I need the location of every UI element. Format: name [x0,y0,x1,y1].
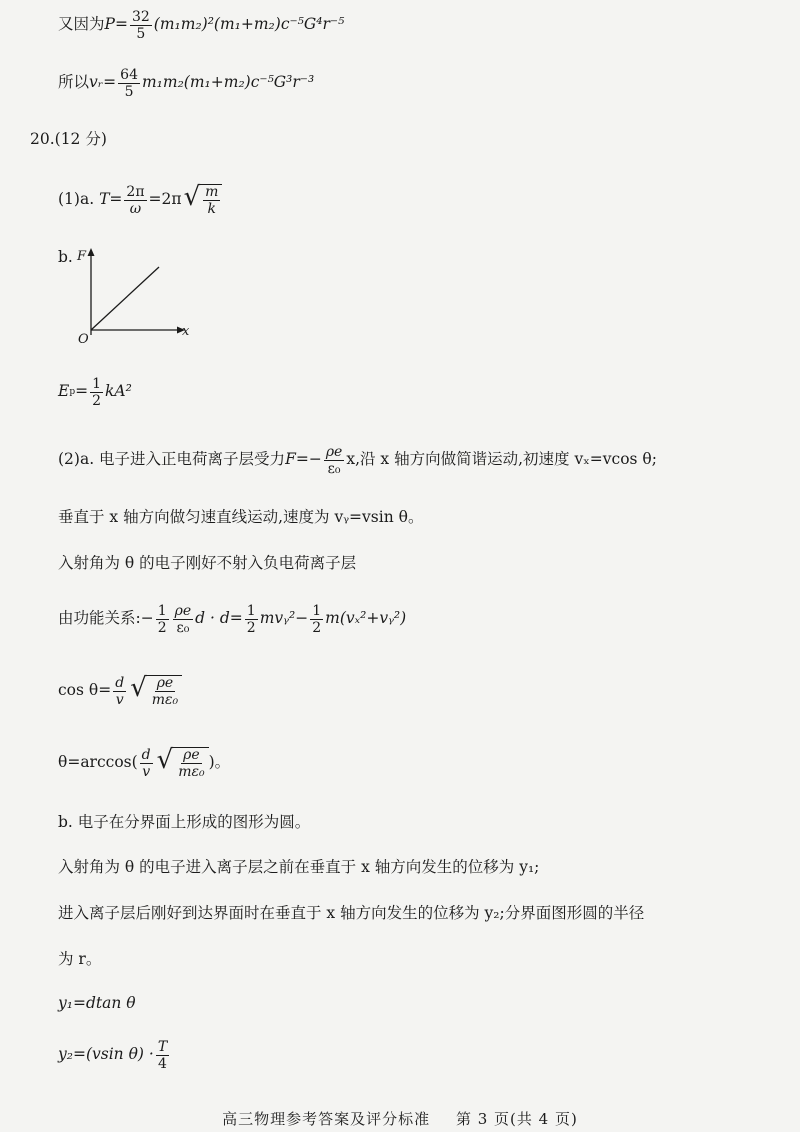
sqrt-m-over-k: √ $\frac{m}{k}$ [184,184,223,216]
eq-power-fraction: $\frac{32}{5}$ [131,8,150,42]
graph-label-F: F [77,249,87,264]
eq-cos-theta: cos θ= $\frac{d}{v}$ √ $\frac{\rho e}{\text{mε₀}}$ [58,670,182,712]
eq-velocity: 所以 vᵣ = $\frac{64}{5}$ m₁m₂(m₁+m₂)c⁻⁵G³r⁻³ [58,66,315,100]
part2b-line1: b. 电子在分界面上形成的图形为圆。 [58,813,311,831]
part2b-line4: 为 r。 [58,950,102,968]
eq-velocity-prefix: 所以 [58,73,90,92]
eq-energy: 由功能关系:− $\frac{1}{2}$ $\frac{\rho e}{\text{ε₀}}$ d · d= $\frac{1}{2}$ mvᵧ²− $\frac{1}{2}$ m(vₓ²+vᵧ²) [58,602,407,636]
eq-velocity-fraction: $\frac{64}{5}$ [120,66,138,100]
graph-label-x: x [182,324,190,339]
graph-force-line [91,267,159,330]
eq-theta-arccos: θ=arccos( $\frac{d}{v}$ √ $\frac{\rho e}{\text{mε₀}}$ )。 [58,745,231,780]
part2a-line2: 垂直于 x 轴方向做匀速直线运动,速度为 vᵧ=vsin θ。 [58,508,424,526]
part2a-line3: 入射角为 θ 的电子刚好不射入负电荷离子层 [58,554,357,572]
eq-y1: y₁=dtan θ [58,994,136,1012]
eq-velocity-rest: m₁m₂(m₁+m₂)c⁻⁵G³r⁻³ [141,73,315,92]
footer-title: 高三物理参考答案及评分标准 [222,1110,431,1128]
part1a-period: (1)a. T = $\frac{2\pi}{\omega}$ =2π √ $\frac{m}{k}$ [58,180,222,220]
footer-page-number: 第 3 页(共 4 页) [455,1110,578,1128]
force-displacement-graph [75,245,200,345]
part2a-force: (2)a. 电子进入正电荷离子层受力 F =− $\frac{\rho e}{\text{ε₀}}$ x,沿 x 轴方向做简谐运动,初速度 vₓ=vcos θ; [58,443,657,477]
eq-power-prefix: 又因为 [58,15,105,34]
eq-power-P: P [104,15,115,34]
part2b-line2: 入射角为 θ 的电子进入离子层之前在垂直于 x 轴方向发生的位移为 y₁; [58,858,540,876]
page-footer [0,1108,800,1129]
part2b-line3: 进入离子层后刚好到达界面时在垂直于 x 轴方向发生的位移为 y₂;分界面图形圆的半径 [58,904,645,922]
eq-potential-energy: E p = $\frac{1}{2}$ kA² [58,375,132,409]
eq-y2: y₂=(vsin θ) · $\frac{T}{4}$ [58,1038,168,1072]
eq-power-rest: (m₁m₂)²(m₁+m₂)c⁻⁵G⁴r⁻⁵ [153,15,345,34]
eq-velocity-v: vᵣ [89,73,104,92]
graph-label-O: O [78,332,89,345]
eq-power: 又因为 P = $\frac{32}{5}$ (m₁m₂)²(m₁+m₂)c⁻⁵G⁴r⁻⁵ [58,8,345,42]
graph-y-arrow [88,248,95,256]
question-20-heading: 20.(12 分) [30,130,107,148]
part1b-label: b. [58,248,73,266]
